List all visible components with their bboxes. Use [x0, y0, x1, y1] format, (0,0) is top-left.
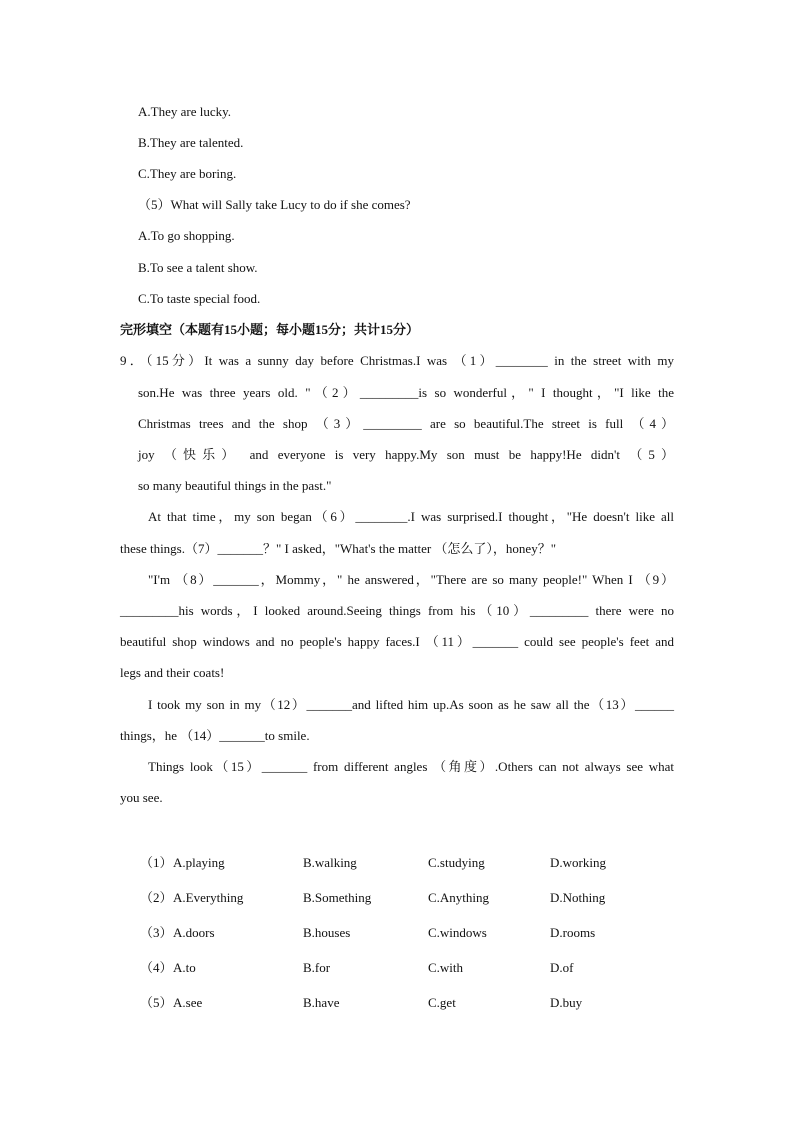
passage-line: you see.: [120, 790, 163, 805]
passage-line: son.He was three years old. "（2）_________is so wonderful，" I thought，"I like the: [138, 385, 674, 400]
option-number: （5）: [140, 995, 173, 1010]
passage-line: _________his words，I looked around.Seeing things from his（10）_________ there were no: [120, 603, 674, 618]
option-b: B.for: [303, 960, 331, 975]
passage-line: At that time，my son began（6）________.I was surprised.I thought，"He doesn't like all: [148, 509, 674, 524]
option-text: C.They are boring.: [138, 166, 237, 181]
option-d: D.working: [550, 855, 606, 870]
option-text: A.They are lucky.: [138, 104, 232, 119]
question-stem: （5）What will Sally take Lucy to do if she comes?: [138, 197, 411, 212]
passage-line: so many beautiful things in the past.": [138, 478, 332, 493]
section-heading: 完形填空（本题有15小题；每小题15分；共计15分）: [120, 322, 420, 337]
option-c: C.get: [428, 995, 456, 1010]
option-text: C.To taste special food.: [138, 291, 261, 306]
option-d: D.rooms: [550, 925, 596, 940]
option-c: C.studying: [428, 855, 485, 870]
option-d: D.buy: [550, 995, 583, 1010]
passage-line: 9．（15分）It was a sunny day before Christmas.I was （1）________ in the street with my: [120, 353, 674, 368]
option-text: A.To go shopping.: [138, 228, 235, 243]
option-b: B.Something: [303, 890, 372, 905]
option-c: C.with: [428, 960, 464, 975]
option-text: B.To see a talent show.: [138, 260, 258, 275]
option-a: A.see: [173, 995, 203, 1010]
passage-line: these things.（7）_______？" I asked，"What's the matter （怎么了），honey？": [120, 541, 557, 556]
option-number: （1）: [140, 855, 173, 870]
option-number: （2）: [140, 890, 173, 905]
option-c: C.windows: [428, 925, 487, 940]
option-a: A.Everything: [173, 890, 244, 905]
passage-line: "I'm （8）_______，Mommy，" he answered，"There are so many people!" When I （9）: [148, 572, 674, 587]
passage-line: Christmas trees and the shop （3）_________ are so beautiful.The street is full （4）: [138, 416, 674, 431]
option-number: （3）: [140, 925, 173, 940]
passage-line: Things look（15）_______ from different angles （角度）.Others can not always see what: [148, 759, 674, 774]
passage-line: I took my son in my（12）_______and lifted him up.As soon as he saw all the（13）______: [148, 697, 674, 712]
option-number: （4）: [140, 960, 173, 975]
option-d: D.Nothing: [550, 890, 606, 905]
option-b: B.walking: [303, 855, 357, 870]
option-text: B.They are talented.: [138, 135, 244, 150]
option-b: B.have: [303, 995, 340, 1010]
passage-line: joy （快乐） and everyone is very happy.My son must be happy!He didn't （5）: [138, 447, 674, 462]
passage-line: beautiful shop windows and no people's happy faces.I （11）_______ could see people's feet and: [120, 634, 674, 649]
option-b: B.houses: [303, 925, 351, 940]
option-a: A.doors: [173, 925, 215, 940]
passage-line: things，he （14）_______to smile.: [120, 728, 310, 743]
option-a: A.to: [173, 960, 196, 975]
option-d: D.of: [550, 960, 574, 975]
option-a: A.playing: [173, 855, 225, 870]
option-c: C.Anything: [428, 890, 490, 905]
passage-line: legs and their coats!: [120, 665, 225, 680]
